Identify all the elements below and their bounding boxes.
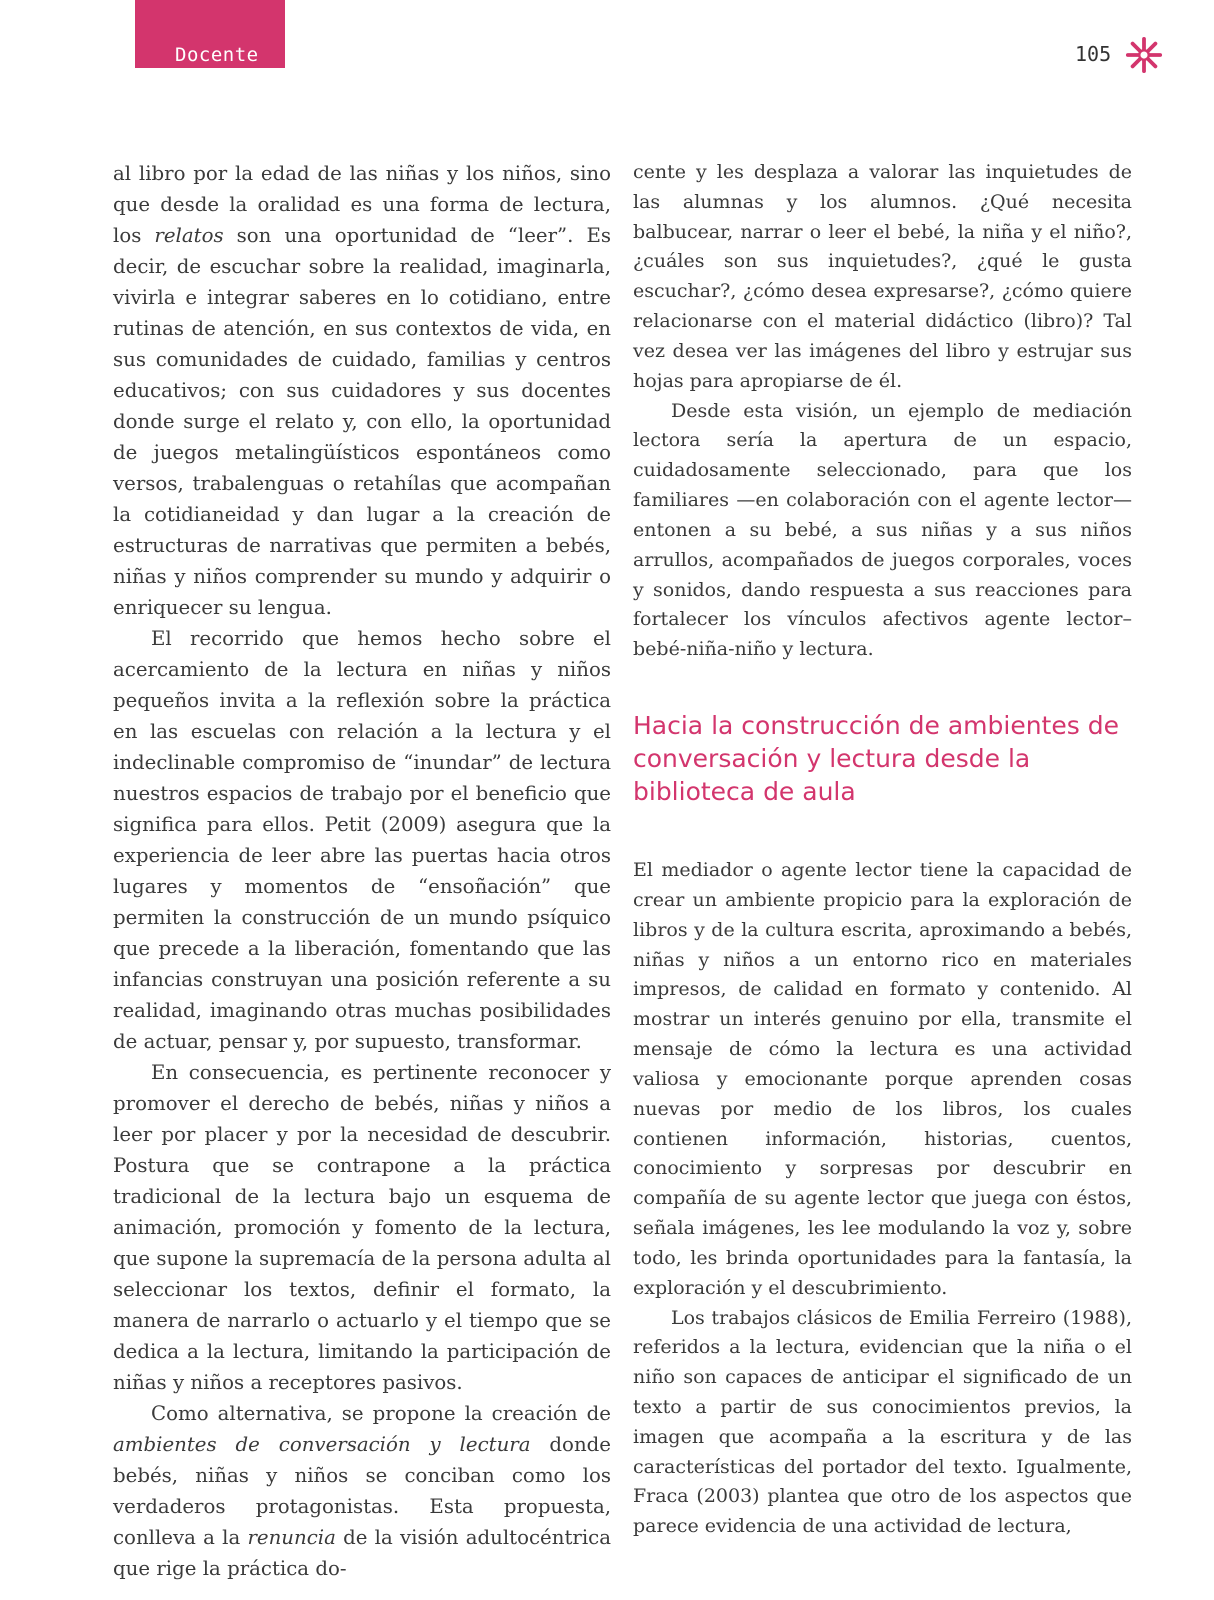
- right-column: [633, 158, 1132, 1542]
- section-label: Docente: [175, 44, 259, 66]
- paragraph: Desde esta visión, un ejemplo de mediación lectora sería la apertura de un espacio, cuidadosamente seleccionado, para que los familiares —en colaboración con el agente lector— entonen a su bebé, a sus niñas y a sus niños arrullos, acompañados de juegos corporales, voces y sonidos, dando respuesta a sus reacciones para fortalecer los vínculos afectivos agente lector– bebé-niña-niño y lectura.: [633, 399, 1132, 661]
- left-column: [113, 158, 611, 1584]
- paragraph: cente y les desplaza a valorar las inquietudes de las alumnas y los alumnos. ¿Qué necesita balbucear, narrar o leer el bebé, la niña y el niño?, ¿cuáles son sus inquietudes?, ¿qué le gusta escuchar?, ¿cómo desea expresarse?, ¿cómo quiere relacionarse con el material didáctico (libro)? Tal vez desea ver las imágenes del libro y estrujar sus hojas para apropiarse de él.: [633, 161, 1132, 392]
- emphasis: ambientes de conversación y lectura: [113, 1433, 531, 1456]
- paragraph: al libro por la edad de las niñas y los niños, sino que desde la oralidad es una forma de lectura, los relatos son una oportunidad de “leer”. Es decir, de escuchar sobre la realidad, imaginarla, vivirla e integrar saberes en lo cotidiano, entre rutinas de atención, en sus contextos de vida, en sus comunidades de cuidado, familias y centros educativos; con sus cuidadores y sus docentes donde surge el relato y, con ello, la oportunidad de juegos metalingüísticos espontáneos como versos, trabalenguas o retahílas que acompañan la cotidianeidad y dan lugar a la creación de estructuras de narrativas que permiten a bebés, niñas y niños comprender su mundo y adquirir o enriquecer su lengua.: [113, 162, 611, 619]
- emphasis: relatos: [154, 224, 224, 247]
- flower-icon: [1125, 36, 1163, 74]
- emphasis: renuncia: [247, 1526, 336, 1549]
- section-heading: Hacia la construcción de ambientes de conversación y lectura desde la biblioteca de aula: [633, 711, 1119, 807]
- section-tab: [135, 0, 285, 68]
- paragraph: Los trabajos clásicos de Emilia Ferreiro (1988), referidos a la lectura, evidencian que la niña o el niño son capaces de anticipar el significado de un texto a partir de sus conocimientos previos, la imagen que acompaña a la escritura y de las características del portador del texto. Igualmente, Fraca (2003) plantea que otro de los aspectos que parece evidencia de una actividad de lectura,: [633, 1306, 1132, 1538]
- paragraph: En consecuencia, es pertinente reconocer y promover el derecho de bebés, niñas y niños a leer por placer y por la necesidad de descubrir. Postura que se contrapone a la práctica tradicional de la lectura bajo un esquema de animación, promoción y fomento de la lectura, que supone la supremacía de la persona adulta al seleccionar los textos, definir el formato, la manera de narrarlo o actuarlo y el tiempo que se dedica a la lectura, limitando la participación de niñas y niños a receptores pasivos.: [113, 1061, 611, 1394]
- paragraph: El recorrido que hemos hecho sobre el acercamiento de la lectura en niñas y niños pequeños invita a la reflexión sobre la práctica en las escuelas con relación a la lectura y el indeclinable compromiso de “inundar” de lectura nuestros espacios de trabajo por el beneficio que significa para ellos. Petit (2009) asegura que la experiencia de leer abre las puertas hacia otros lugares y momentos de “ensoñación” que permiten la construcción de un mundo psíquico que precede a la liberación, fomentando que las infancias construyan una posición referente a su realidad, imaginando otras muchas posibilidades de actuar, pensar y, por supuesto, transformar.: [113, 627, 611, 1053]
- paragraph: Como alternativa, se propone la creación de ambientes de conversación y lectura donde bebés, niñas y niños se conciban como los verdaderos protagonistas. Esta propuesta, conlleva a la renuncia de la visión adultocéntrica que rige la práctica do-: [113, 1402, 611, 1580]
- paragraph: El mediador o agente lector tiene la capacidad de crear un ambiente propicio para la exploración de libros y de la cultura escrita, aproximando a bebés, niñas y niños a un entorno rico en materiales impresos, de calidad en formato y contenido. Al mostrar un interés genuino por ella, transmite el mensaje de cómo la lectura es una actividad valiosa y emocionante porque aprenden cosas nuevas por medio de los libros, los cuales contienen información, historias, cuentos, conocimiento y sorpresas por descubrir en compañía de su agente lector que juega con éstos, señala imágenes, les lee modulando la voz y, sobre todo, les brinda oportunidades para la fantasía, la exploración y el descubrimiento.: [633, 859, 1132, 1299]
- page-number: 105: [1075, 42, 1112, 66]
